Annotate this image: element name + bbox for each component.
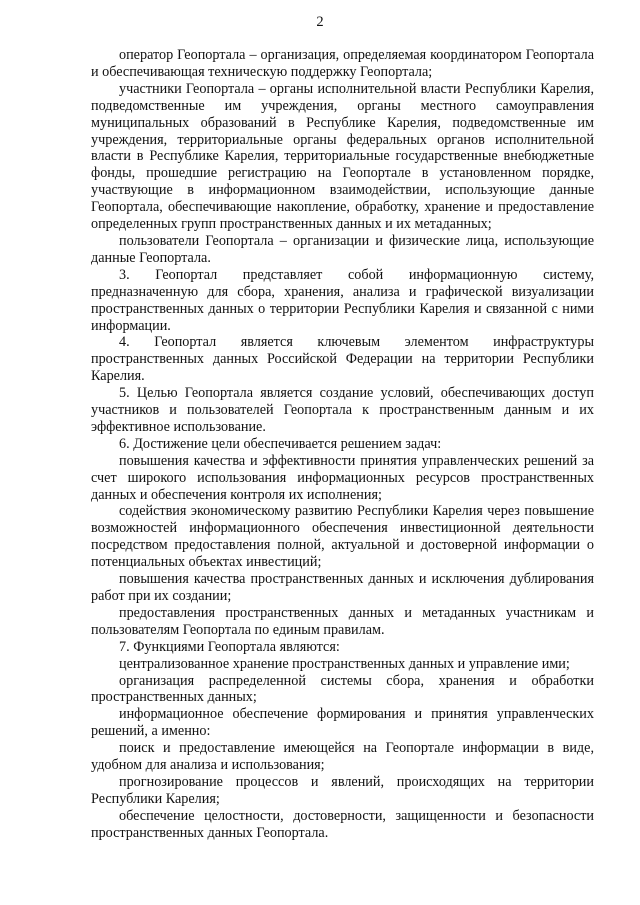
paragraph-operator-definition: оператор Геопортала – организация, определяемая координатором Геопортала и обеспечивающая техническую поддержку Геопортала; [91,47,594,80]
paragraph-task-3: повышения качества пространственных данных и исключения дублирования работ при их создании; [91,571,594,604]
paragraph-function-3b: прогнозирование процессов и явлений, происходящих на территории Республики Карелия; [91,773,594,807]
paragraph-item-3: 3. Геопортал представляет собой информационную систему, предназначенную для сбора, хранения, анализа и графической визуализации пространственных данных о территории Республики Карелия и связанной с ними информации. [91,266,594,334]
paragraph-task-4: предоставления пространственных данных и метаданных участникам и пользователям Геопортала по единым правилам. [91,604,594,638]
paragraph-function-3: информационное обеспечение формирования и принятия управленческих решений, а именно: [91,706,594,740]
paragraph-function-3a: поиск и предоставление имеющейся на Геопортале информации в виде, удобном для анализа и использования; [91,740,594,774]
paragraph-task-2: содействия экономическому развитию Республики Карелия через повышение возможностей информационного обеспечения инвестиционной деятельности посредством предоставления полной, актуальной и достоверной информации о потенциальных объектах инвестиций; [91,503,594,571]
paragraph-item-7: 7. Функциями Геопортала являются: [119,638,340,655]
paragraph-function-2: организация распределенной системы сбора, хранения и обработки пространственных данных; [91,672,594,706]
page-number: 2 [316,14,324,30]
paragraph-item-6: 6. Достижение цели обеспечивается решением задач: [119,435,442,452]
paragraph-participants-definition: участники Геопортала – органы исполнительной власти Республики Карелия, подведомственные им учреждения, органы местного самоуправления муниципальных образований в Республике Карелия, подведомственные им учреждения, территориальные органы федеральных органов исполнительной власти в Республике Карелия, территориальные государственные внебюджетные фонды, прошедшие регистрацию на Геопортале в установленном порядке, участвующие в информационном взаимодействии, использующие данные Геопортала, обеспечивающие накопление, обработку, хранение и предоставление определенных групп пространственных данных и их метаданных; [91,80,594,233]
paragraph-item-5: 5. Целью Геопортала является создание условий, обеспечивающих доступ участников и пользователей Геопортала к пространственным данным и их эффективное использование. [91,385,594,435]
paragraph-function-1: централизованное хранение пространственных данных и управление ими; [119,655,570,672]
paragraph-users-definition: пользователи Геопортала – организации и физические лица, использующие данные Геопортала. [91,232,594,266]
document-body [91,47,594,842]
paragraph-function-4: обеспечение целостности, достоверности, защищенности и безопасности пространственных данных Геопортала. [91,807,594,841]
paragraph-task-1: повышения качества и эффективности принятия управленческих решений за счет широкого использования информационных ресурсов пространственных данных и обеспечения контроля их исполнения; [91,452,594,503]
paragraph-item-4: 4. Геопортал является ключевым элементом инфраструктуры пространственных данных Российской Федерации на территории Республики Карелия. [91,334,594,385]
